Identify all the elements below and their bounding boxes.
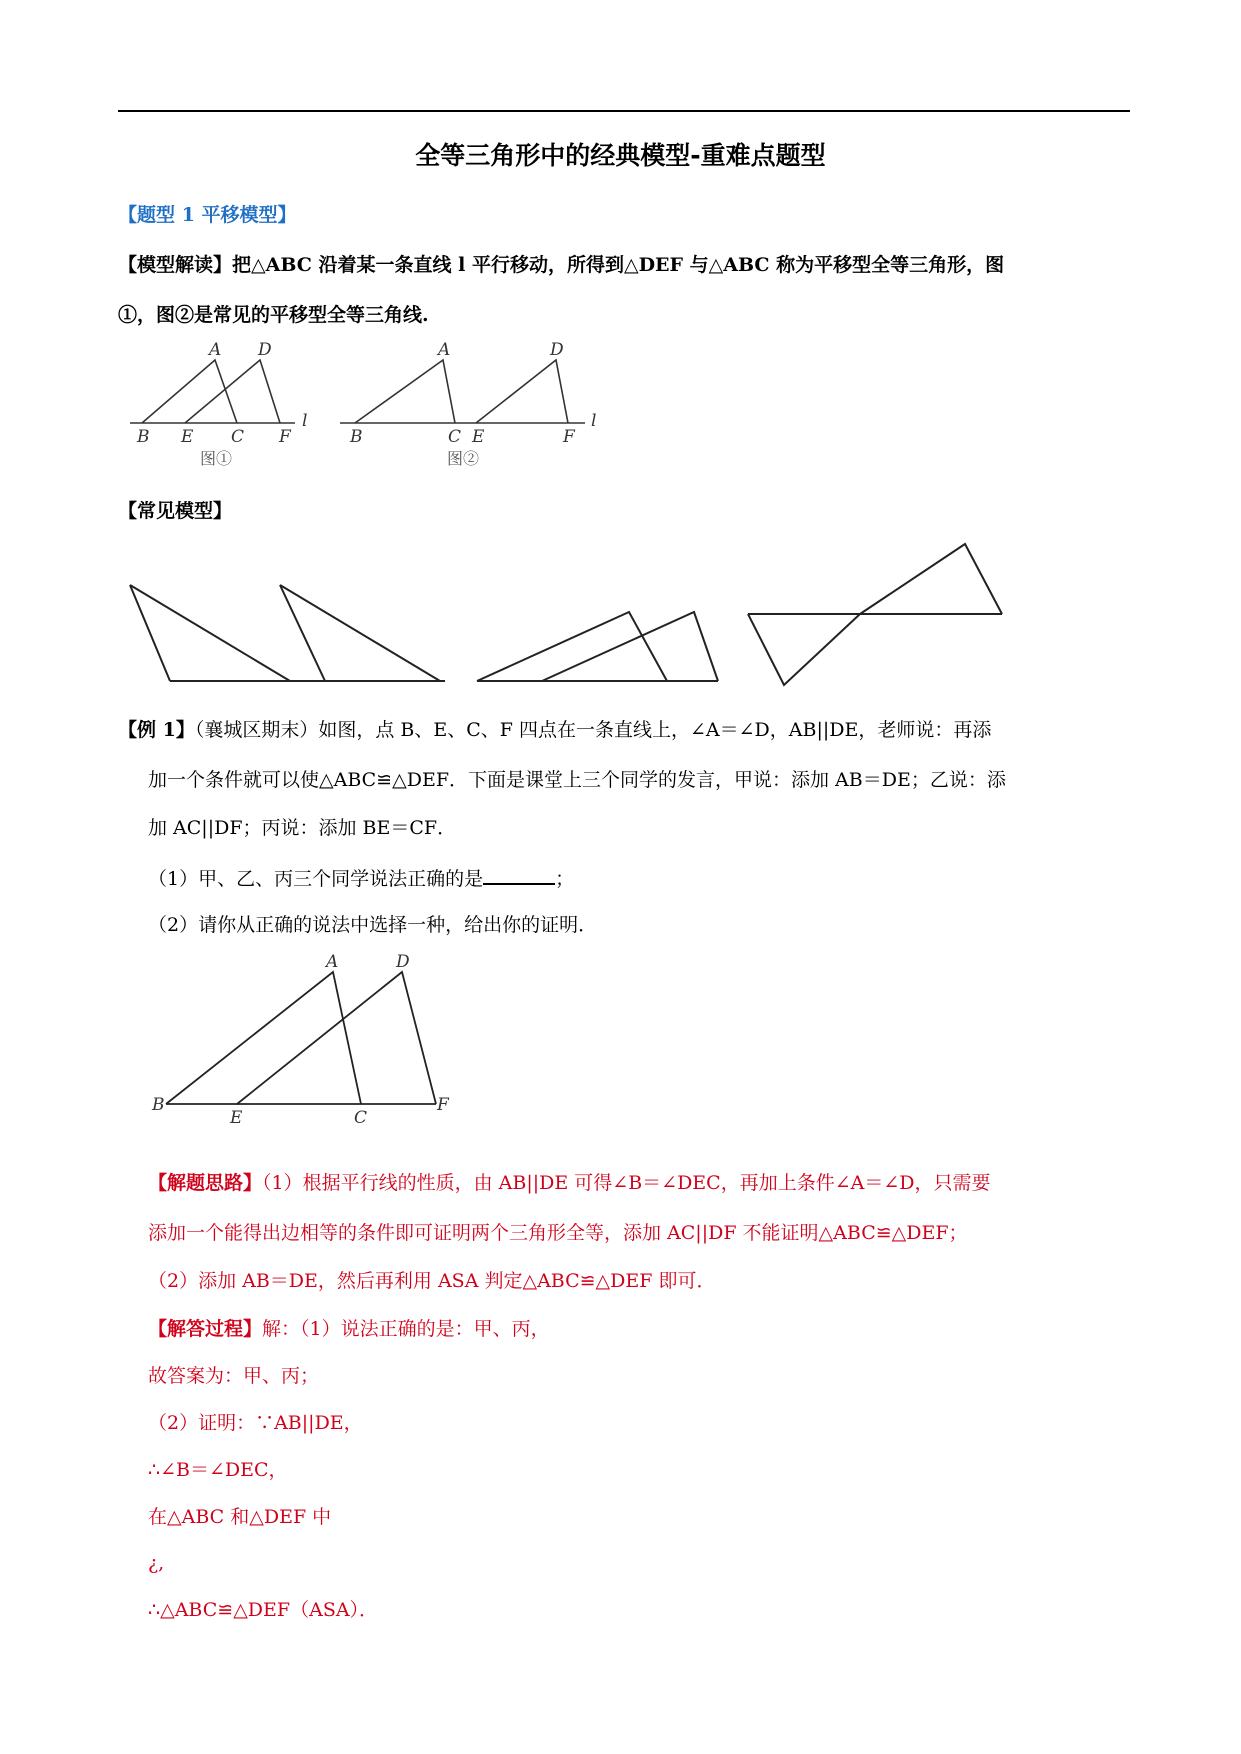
model3-tri2 xyxy=(860,544,1002,614)
model1-hyp2 xyxy=(280,585,440,681)
question1-suffix: ； xyxy=(555,868,575,890)
model1-left1 xyxy=(130,585,170,681)
model2-tri2 xyxy=(542,612,718,681)
label-a: A xyxy=(209,340,222,360)
example1-question1 xyxy=(148,863,574,892)
example-figure xyxy=(148,952,458,1130)
example1-question2: （2）请你从正确的说法中选择一种，给出你的证明． xyxy=(148,914,598,936)
model-reading-label: 【模型解读】 xyxy=(118,254,233,276)
triangle-abc xyxy=(166,972,361,1104)
top-rule xyxy=(118,110,1130,112)
solution-idea-text1: （1）根据平行线的性质，由 AB||DE 可得∠B＝∠DEC，再加上条件∠A＝∠D，只需要 xyxy=(262,1172,991,1194)
solution-idea-line3: （2）添加 AB＝DE，然后再利用 ASA 判定△ABC≌△DEF 即可． xyxy=(148,1270,716,1292)
example1-text1: （襄城区期末）如图，点 B、E、C、F 四点在一条直线上，∠A＝∠D，AB||DE，老师说：再添 xyxy=(194,719,992,741)
figure-1 xyxy=(125,340,315,470)
example1-line1 xyxy=(118,717,991,743)
label-e: E xyxy=(230,1108,243,1128)
label-a: A xyxy=(438,340,451,360)
label-l: l xyxy=(591,411,597,431)
label-d: D xyxy=(258,340,272,360)
figure-1-caption: 图① xyxy=(200,449,233,468)
model-reading-line1 xyxy=(118,252,1004,278)
model2-tri1 xyxy=(477,612,667,681)
example1-line2: 加一个条件就可以使△ABC≌△DEF．下面是课堂上三个同学的发言，甲说：添加 AB＝DE；乙说：添 xyxy=(148,769,1006,791)
label-d: D xyxy=(550,340,564,360)
solution-process-label: 【解答过程】 xyxy=(148,1318,263,1340)
label-c: C xyxy=(354,1108,368,1128)
triangle-def xyxy=(476,360,568,423)
label-c: C xyxy=(448,427,462,447)
label-f: F xyxy=(437,1095,449,1115)
label-c: C xyxy=(231,427,245,447)
section-heading: 【题型 1 平移模型】 xyxy=(118,204,297,226)
example1-label: 【例 1】 xyxy=(118,719,195,741)
question1-text: （1）甲、乙、丙三个同学说法正确的是 xyxy=(148,868,484,890)
page-title: 全等三角形中的经典模型-重难点题型 xyxy=(415,141,826,170)
model-reading-line2: ①，图②是常见的平移型全等三角线. xyxy=(118,304,429,326)
label-b: B xyxy=(152,1095,165,1115)
solution-process-line5: 在△ABC 和△DEF 中 xyxy=(148,1506,332,1528)
label-l: l xyxy=(302,411,308,431)
common-models-label: 【常见模型】 xyxy=(118,500,233,522)
solution-idea-line2: 添加一个能得出边相等的条件即可证明两个三角形全等，添加 AC||DF 不能证明△ABC≌△DEF； xyxy=(148,1222,968,1244)
label-e: E xyxy=(472,427,485,447)
label-e: E xyxy=(181,427,194,447)
model3-tri1 xyxy=(748,614,860,685)
triangle-def xyxy=(185,360,280,423)
solution-process-line3: （2）证明：∵AB||DE， xyxy=(148,1412,363,1434)
model1-hyp1 xyxy=(130,585,290,681)
label-a: A xyxy=(326,952,339,972)
solution-idea-label: 【解题思路】 xyxy=(148,1172,263,1194)
example1-line3: 加 AC||DF；丙说：添加 BE＝CF． xyxy=(148,817,457,839)
solution-process-line1 xyxy=(148,1316,550,1342)
solution-process-line2: 故答案为：甲、丙； xyxy=(148,1365,320,1387)
model-reading-text1: 把△ABC 沿着某一条直线 l 平行移动，所得到△DEF 与△ABC 称为平移型全等三角形，图 xyxy=(232,254,1005,276)
label-b: B xyxy=(137,427,150,447)
common-models-figure xyxy=(120,530,1020,695)
label-f: F xyxy=(279,427,291,447)
solution-process-line6: ¿, xyxy=(148,1552,165,1574)
label-f: F xyxy=(563,427,575,447)
figure-2-caption: 图② xyxy=(447,449,480,468)
solution-idea-line1 xyxy=(148,1170,991,1196)
answer-blank[interactable] xyxy=(483,863,555,885)
label-b: B xyxy=(350,427,363,447)
triangle-abc xyxy=(355,360,455,423)
solution-process-line4: ∴∠B＝∠DEC， xyxy=(148,1459,288,1481)
solution-process-line7: ∴△ABC≌△DEF（ASA）． xyxy=(148,1599,379,1621)
figure-2 xyxy=(335,340,605,470)
label-d: D xyxy=(396,952,410,972)
solution-process-text1: 解：（1）说法正确的是：甲、丙， xyxy=(262,1318,550,1340)
